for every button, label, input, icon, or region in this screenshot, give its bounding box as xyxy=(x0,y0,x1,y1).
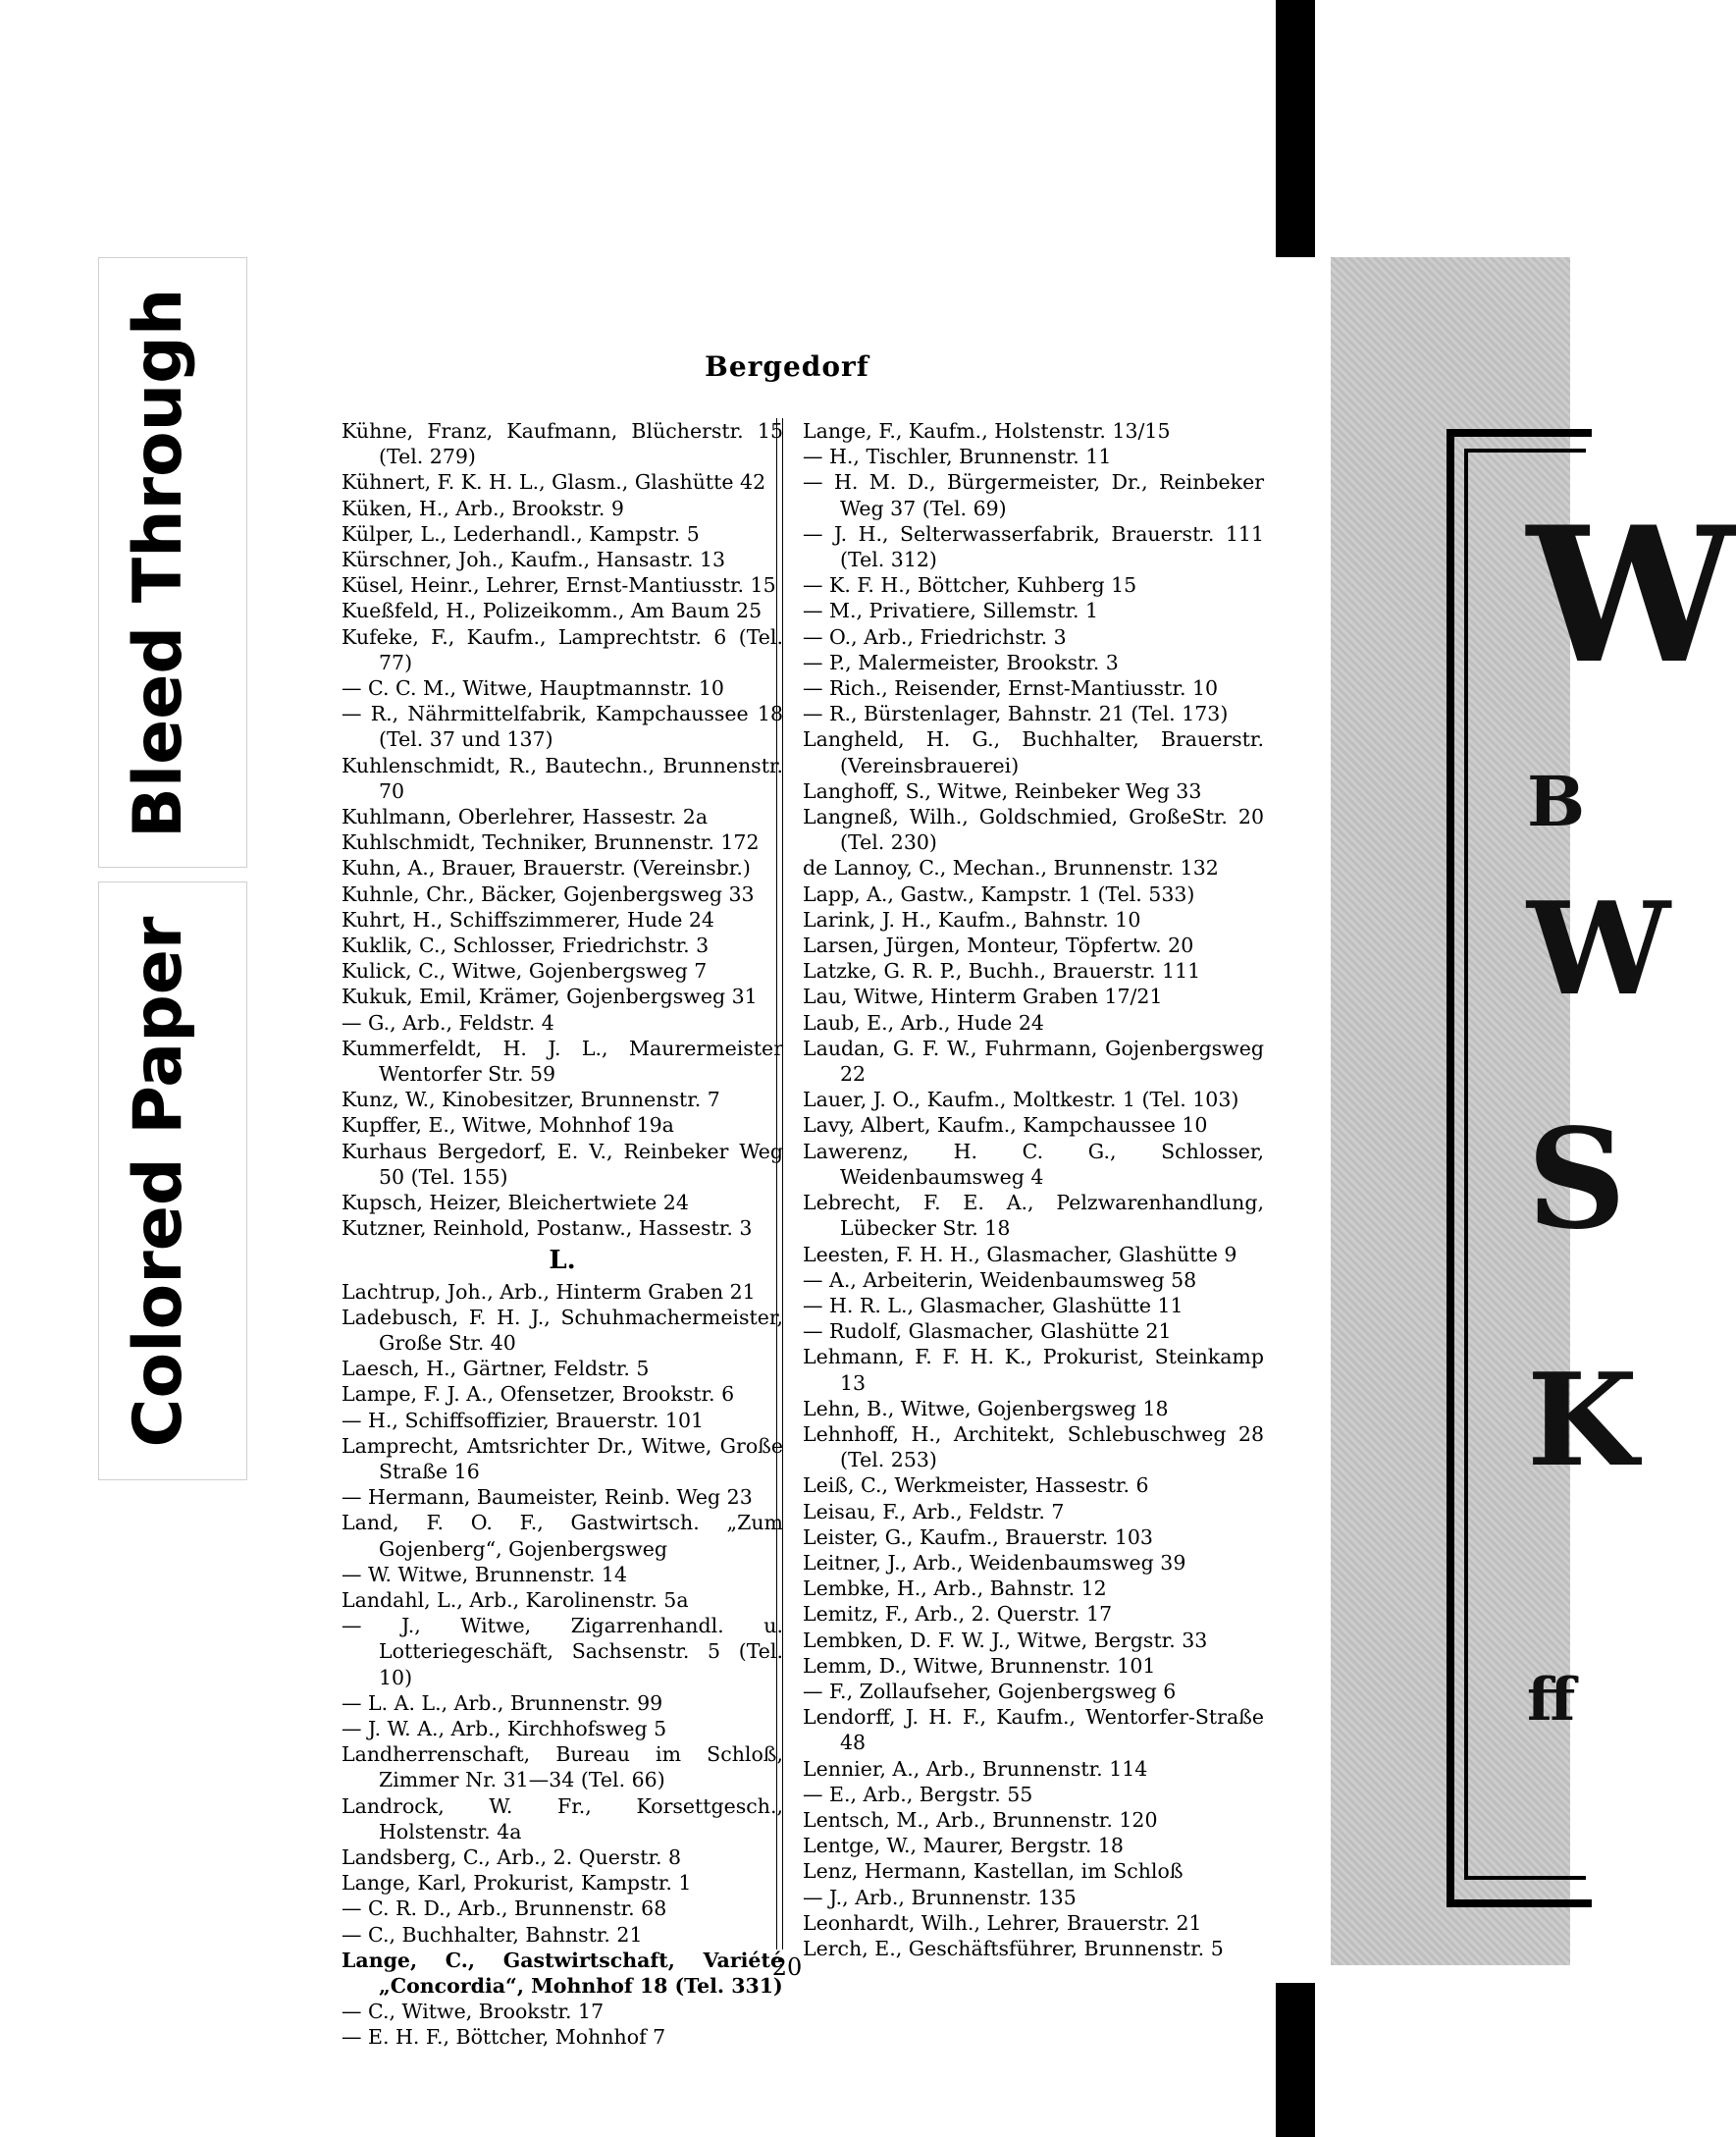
directory-entry: Kurhaus Bergedorf, E. V., Reinbeker Weg 50 (Tel. 155) xyxy=(342,1139,783,1189)
directory-entry: — Hermann, Baumeister, Reinb. Weg 23 xyxy=(342,1485,753,1510)
directory-entry: — J., Arb., Brunnenstr. 135 xyxy=(803,1885,1077,1909)
directory-entry: Lentge, W., Maurer, Bergstr. 18 xyxy=(803,1834,1124,1858)
directory-entry: Larsen, Jürgen, Monteur, Töpfertw. 20 xyxy=(803,934,1194,958)
directory-entry: Landrock, W. Fr., Korsettgesch., Holstenstr. 4a xyxy=(342,1793,783,1843)
directory-entry: Landsberg, C., Arb., 2. Querstr. 8 xyxy=(342,1844,682,1869)
directory-entry: Latzke, G. R. P., Buchh., Brauerstr. 111 xyxy=(803,959,1201,984)
directory-entry: Kupsch, Heizer, Bleichertwiete 24 xyxy=(342,1191,689,1215)
directory-entry: — L. A. L., Arb., Brunnenstr. 99 xyxy=(342,1690,663,1715)
directory-entry: Landherrenschaft, Bureau im Schloß, Zimmer Nr. 31—34 (Tel. 66) xyxy=(342,1742,783,1792)
directory-entry: Larink, J. H., Kaufm., Bahnstr. 10 xyxy=(803,907,1141,932)
directory-entry: — H. R. L., Glasmacher, Glashütte 11 xyxy=(803,1293,1184,1317)
directory-entry: Leiß, C., Werkmeister, Hassestr. 6 xyxy=(803,1473,1149,1498)
ad-letter: W xyxy=(1527,486,1736,705)
directory-entry: Langneß, Wilh., Goldschmied, GroßeStr. 20 (Tel. 230) xyxy=(803,805,1264,855)
directory-entry: Lerch, E., Geschäftsführer, Brunnenstr. 5 xyxy=(803,1936,1224,1960)
directory-entry: — H., Tischler, Brunnenstr. 11 xyxy=(803,445,1112,469)
ad-letter: ff xyxy=(1527,1666,1576,1735)
directory-entry: Leister, G., Kaufm., Brauerstr. 103 xyxy=(803,1524,1153,1549)
directory-entry: Land, F. O. F., Gastwirtsch. „Zum Gojenberg“, Gojenbergsweg xyxy=(342,1511,783,1561)
directory-entry: — R., Bürstenlager, Bahnstr. 21 (Tel. 173) xyxy=(803,702,1229,726)
directory-entry: Lendorff, J. H. F., Kaufm., Wentorfer-Straße 48 xyxy=(803,1705,1264,1755)
directory-entry: Kuklik, C., Schlosser, Friedrichstr. 3 xyxy=(342,934,710,958)
directory-entry: Kutzner, Reinhold, Postanw., Hassestr. 3 xyxy=(342,1216,753,1241)
ad-letter: W xyxy=(1527,874,1670,1024)
directory-entry: — M., Privatiere, Sillemstr. 1 xyxy=(803,599,1099,623)
directory-entry: Kunz, W., Kinobesitzer, Brunnenstr. 7 xyxy=(342,1088,720,1112)
directory-entry: Lauer, J. O., Kaufm., Moltkestr. 1 (Tel. 103) xyxy=(803,1088,1239,1112)
directory-entry: Lembken, D. F. W. J., Witwe, Bergstr. 33 xyxy=(803,1628,1208,1652)
directory-entry: Lampe, F. J. A., Ofensetzer, Brookstr. 6 xyxy=(342,1382,735,1407)
directory-entry: — K. F. H., Böttcher, Kuhberg 15 xyxy=(803,573,1137,598)
left-column xyxy=(342,418,783,2051)
directory-entry: Kupffer, E., Witwe, Mohnhof 19a xyxy=(342,1113,674,1138)
directory-entry: — C., Buchhalter, Bahnstr. 21 xyxy=(342,1922,643,1947)
directory-entry: Lapp, A., Gastw., Kampstr. 1 (Tel. 533) xyxy=(803,882,1195,906)
directory-entry: — O., Arb., Friedrichstr. 3 xyxy=(803,624,1067,649)
directory-entry: Lamprecht, Amtsrichter Dr., Witwe, Große Straße 16 xyxy=(342,1433,783,1483)
directory-entry: Leesten, F. H. H., Glasmacher, Glashütte 9 xyxy=(803,1242,1237,1266)
directory-entry: Kühne, Franz, Kaufmann, Blücherstr. 15 (Tel. 279) xyxy=(342,419,783,469)
directory-entry: Lembke, H., Arb., Bahnstr. 12 xyxy=(803,1576,1107,1601)
directory-entry: Lange, F., Kaufm., Holstenstr. 13/15 xyxy=(803,419,1171,443)
directory-entry: — W. Witwe, Brunnenstr. 14 xyxy=(342,1562,627,1586)
ad-letter: B xyxy=(1527,761,1586,842)
directory-entry: Laudan, G. F. W., Fuhrmann, Gojenbergsweg 22 xyxy=(803,1036,1264,1087)
directory-entry: Lawerenz, H. C. G., Schlosser, Weidenbaumsweg 4 xyxy=(803,1139,1264,1189)
section-heading: L. xyxy=(549,1245,576,1275)
directory-entry: Lehn, B., Witwe, Gojenbergsweg 18 xyxy=(803,1396,1169,1420)
directory-entry: Küsel, Heinr., Lehrer, Ernst-Mantiusstr. 15 xyxy=(342,573,776,598)
directory-entry: — Rudolf, Glasmacher, Glashütte 21 xyxy=(803,1319,1172,1344)
directory-entry: Lavy, Albert, Kaufm., Kampchaussee 10 xyxy=(803,1113,1208,1138)
directory-entry: Kuhlmann, Oberlehrer, Hassestr. 2a xyxy=(342,805,709,829)
directory-entry: Laesch, H., Gärtner, Feldstr. 5 xyxy=(342,1357,650,1381)
ad-letter: S xyxy=(1527,1099,1627,1260)
colored-paper-label: Colored Paper xyxy=(120,916,197,1448)
directory-entry: — E., Arb., Bergstr. 55 xyxy=(803,1782,1033,1806)
directory-entry: Küken, H., Arb., Brookstr. 9 xyxy=(342,496,624,520)
directory-entry: — H., Schiffsoffizier, Brauerstr. 101 xyxy=(342,1408,705,1432)
bleed-through-label: Bleed Through xyxy=(120,288,197,838)
directory-entry: — J. W. A., Arb., Kirchhofsweg 5 xyxy=(342,1716,667,1740)
directory-entry: Kürschner, Joh., Kaufm., Hansastr. 13 xyxy=(342,548,726,572)
directory-entry: de Lannoy, C., Mechan., Brunnenstr. 132 xyxy=(803,856,1219,881)
directory-entry: Kulick, C., Witwe, Gojenbergsweg 7 xyxy=(342,959,708,984)
directory-entry: — P., Malermeister, Brookstr. 3 xyxy=(803,650,1119,674)
directory-entry: Laub, E., Arb., Hude 24 xyxy=(803,1010,1044,1035)
directory-entry: Lentsch, M., Arb., Brunnenstr. 120 xyxy=(803,1807,1158,1832)
directory-entry: Kufeke, F., Kaufm., Lamprechtstr. 6 (Tel. 77) xyxy=(342,624,783,674)
directory-entry: Kuhn, A., Brauer, Brauerstr. (Vereinsbr.) xyxy=(342,856,751,881)
directory-entry: Kuhnle, Chr., Bäcker, Gojenbergsweg 33 xyxy=(342,882,755,906)
directory-entry: Lenz, Hermann, Kastellan, im Schloß xyxy=(803,1859,1184,1884)
directory-entry: — C. C. M., Witwe, Hauptmannstr. 10 xyxy=(342,676,724,701)
directory-entry: Lachtrup, Joh., Arb., Hinterm Graben 21 xyxy=(342,1279,756,1304)
directory-entry: Kueßfeld, H., Polizeikomm., Am Baum 25 xyxy=(342,599,763,623)
directory-entry: Kuhlschmidt, Techniker, Brunnenstr. 172 xyxy=(342,830,760,855)
directory-entry: — C., Witwe, Brookstr. 17 xyxy=(342,2000,605,2024)
directory-entry: Lehnhoff, H., Architekt, Schlebuschweg 28 (Tel. 253) xyxy=(803,1421,1264,1472)
directory-entry: Kuhrt, H., Schiffszimmerer, Hude 24 xyxy=(342,907,714,932)
directory-entry: — E. H. F., Böttcher, Mohnhof 7 xyxy=(342,2025,666,2050)
directory-entry: Kuhlenschmidt, R., Bautechn., Brunnenstr. 70 xyxy=(342,753,783,803)
directory-entry: Leonhardt, Wilh., Lehrer, Brauerstr. 21 xyxy=(803,1910,1202,1935)
directory-entry: Lau, Witwe, Hinterm Graben 17/21 xyxy=(803,985,1163,1009)
right-column xyxy=(803,418,1264,1961)
directory-entry: Lebrecht, F. E. A., Pelzwarenhandlung, Lübecker Str. 18 xyxy=(803,1191,1264,1241)
page-number: 20 xyxy=(771,1953,803,1981)
page-header: Bergedorf xyxy=(705,350,869,383)
directory-entry: Külper, L., Lederhandl., Kampstr. 5 xyxy=(342,521,700,546)
scan-edge-bottom xyxy=(1276,1965,1315,2137)
directory-entry: Lemm, D., Witwe, Brunnenstr. 101 xyxy=(803,1653,1156,1678)
directory-entry: — H. M. D., Bürgermeister, Dr., Reinbeker Weg 37 (Tel. 69) xyxy=(803,470,1264,520)
directory-entry: Langhoff, S., Witwe, Reinbeker Weg 33 xyxy=(803,778,1202,803)
directory-entry: — G., Arb., Feldstr. 4 xyxy=(342,1010,554,1035)
directory-entry: — A., Arbeiterin, Weidenbaumsweg 58 xyxy=(803,1267,1197,1292)
directory-entry: Kukuk, Emil, Krämer, Gojenbergsweg 31 xyxy=(342,985,758,1009)
directory-entry: Leitner, J., Arb., Weidenbaumsweg 39 xyxy=(803,1550,1186,1575)
directory-entry: — F., Zollaufseher, Gojenbergsweg 6 xyxy=(803,1679,1177,1703)
directory-entry: Kühnert, F. K. H. L., Glasm., Glashütte 42 xyxy=(342,470,766,495)
directory-entry: Leisau, F., Arb., Feldstr. 7 xyxy=(803,1499,1065,1523)
directory-entry: Lehmann, F. F. H. K., Prokurist, Steinkamp 13 xyxy=(803,1345,1264,1395)
column-divider xyxy=(776,418,783,1950)
directory-entry: Lange, C., Gastwirtschaft, Variété „Concordia“, Mohnhof 18 (Tel. 331) xyxy=(342,1948,783,1998)
directory-entry: Lennier, A., Arb., Brunnenstr. 114 xyxy=(803,1756,1148,1781)
directory-page xyxy=(253,257,1321,2050)
directory-entry: Kummerfeldt, H. J. L., Maurermeister Wentorfer Str. 59 xyxy=(342,1036,783,1087)
directory-entry: Ladebusch, F. H. J., Schuhmachermeister, Große Str. 40 xyxy=(342,1305,783,1355)
ad-letter: K xyxy=(1527,1345,1638,1495)
directory-entry: — Rich., Reisender, Ernst-Mantiusstr. 10 xyxy=(803,676,1219,701)
directory-entry: — J., Witwe, Zigarrenhandl. u. Lotteriegeschäft, Sachsenstr. 5 (Tel. 10) xyxy=(342,1614,783,1689)
directory-entry: Landahl, L., Arb., Karolinenstr. 5a xyxy=(342,1587,689,1612)
directory-entry: Lange, Karl, Prokurist, Kampstr. 1 xyxy=(342,1871,692,1896)
directory-entry: — C. R. D., Arb., Brunnenstr. 68 xyxy=(342,1897,667,1921)
directory-entry: — J. H., Selterwasserfabrik, Brauerstr. 111 (Tel. 312) xyxy=(803,521,1264,572)
adjacent-ad-page xyxy=(1331,257,1736,1965)
directory-entry: Lemitz, F., Arb., 2. Querstr. 17 xyxy=(803,1602,1113,1627)
directory-entry: — R., Nährmittelfabrik, Kampchaussee 18 (Tel. 37 und 137) xyxy=(342,702,783,752)
scan-edge-top xyxy=(1276,0,1315,257)
directory-entry: Langheld, H. G., Buchhalter, Brauerstr. (Vereinsbrauerei) xyxy=(803,727,1264,777)
